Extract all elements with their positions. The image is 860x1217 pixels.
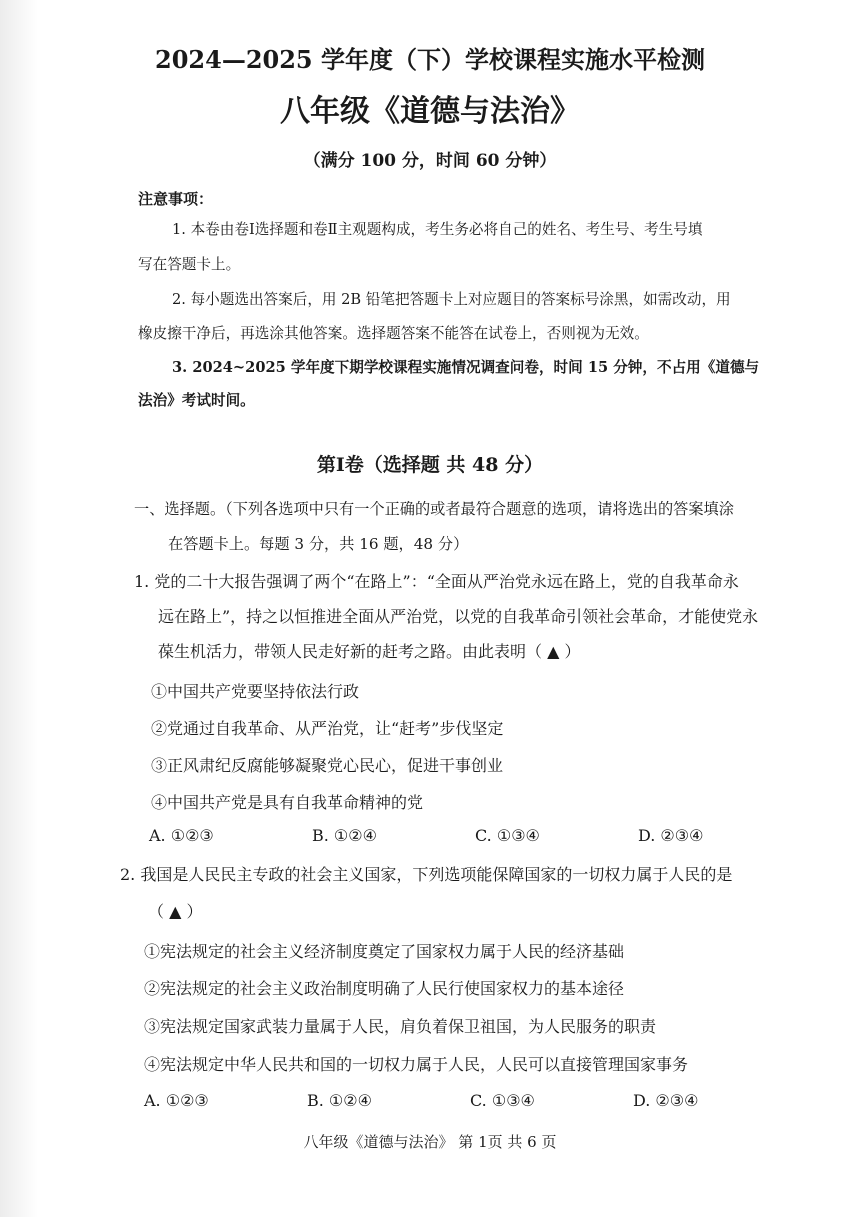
question-2-stem: 2. 我国是人民民主专政的社会主义国家，下列选项能保障国家的一切权力属于人民的是 <box>120 865 733 884</box>
question-1-stem: 1. 党的二十大报告强调了两个“在路上”：“全面从严治党永远在路上，党的自我革命永 <box>134 572 739 591</box>
question-1-option-d: D. ②③④ <box>638 826 704 845</box>
section-title: 第Ⅰ卷（选择题 共 48 分） <box>316 454 544 476</box>
question-2-option-b: B. ①②④ <box>307 1091 372 1110</box>
question-1-statement-1: ①中国共产党要坚持依法行政 <box>151 682 360 701</box>
question-1-statement-3: ③正风肃纪反腐能够凝聚党心民心，促进干事创业 <box>151 756 504 775</box>
question-2-option-c: C. ①③④ <box>470 1091 535 1110</box>
question-1-stem-end: 葆生机活力，带领人民走好新的赶考之路。由此表明（ ▲ ） <box>158 642 581 661</box>
question-1-stem-cont: 远在路上”，持之以恒推进全面从严治党，以党的自我革命引领社会革命，才能使党永 <box>158 607 759 626</box>
question-2-option-d: D. ②③④ <box>633 1091 699 1110</box>
question-1-options <box>149 826 801 845</box>
page-footer: 八年级《道德与法治》 第 1页 共 6 页 <box>303 1133 557 1151</box>
notice-item-1-cont: 写在答题卡上。 <box>138 256 241 273</box>
question-2-options <box>144 1091 796 1110</box>
question-1-statement-2: ②党通过自我革命、从严治党，让“赶考”步伐坚定 <box>151 719 504 738</box>
question-2-statement-4: ④宪法规定中华人民共和国的一切权力属于人民，人民可以直接管理国家事务 <box>144 1055 689 1074</box>
subject-title: 八年级《道德与法治》 <box>280 94 580 129</box>
scan-edge-shadow <box>0 0 38 1217</box>
score-time-note: （满分 100 分，时间 60 分钟） <box>303 151 557 171</box>
question-2-statement-1: ①宪法规定的社会主义经济制度奠定了国家权力属于人民的经济基础 <box>144 942 625 961</box>
question-2-statement-3: ③宪法规定国家武装力量属于人民，肩负着保卫祖国，为人民服务的职责 <box>144 1017 657 1036</box>
section-instruction-cont: 在答题卡上。每题 3 分，共 16 题，48 分） <box>168 535 469 553</box>
exam-title: 2024—2025 学年度（下）学校课程实施水平检测 <box>155 45 705 74</box>
question-2-statement-2: ②宪法规定的社会主义政治制度明确了人民行使国家权力的基本途径 <box>144 979 625 998</box>
notice-item-2-cont: 橡皮擦干净后，再选涂其他答案。选择题答案不能答在试卷上，否则视为无效。 <box>138 325 649 342</box>
question-1-option-b: B. ①②④ <box>312 826 377 845</box>
question-2-stem-cont: （ ▲ ） <box>148 902 203 921</box>
question-1-statement-4: ④中国共产党是具有自我革命精神的党 <box>151 793 424 812</box>
notice-item-3-cont: 法治》考试时间。 <box>138 392 255 409</box>
notice-item-1: 1. 本卷由卷Ⅰ选择题和卷Ⅱ主观题构成，考生务必将自己的姓名、考生号、考生号填 <box>172 221 703 238</box>
notice-item-3: 3. 2024~2025 学年度下期学校课程实施情况调查问卷，时间 15 分钟，不占用《道德与 <box>172 359 760 376</box>
question-1-option-a: A. ①②③ <box>149 826 214 845</box>
question-2-option-a: A. ①②③ <box>144 1091 209 1110</box>
notice-heading: 注意事项： <box>138 190 214 208</box>
notice-item-2: 2. 每小题选出答案后，用 2B 铅笔把答题卡上对应题目的答案标号涂黑，如需改动，用 <box>172 291 731 308</box>
question-1-option-c: C. ①③④ <box>475 826 540 845</box>
section-instruction: 一、选择题。（下列各选项中只有一个正确的或者最符合题意的选项，请将选出的答案填涂 <box>134 500 734 518</box>
